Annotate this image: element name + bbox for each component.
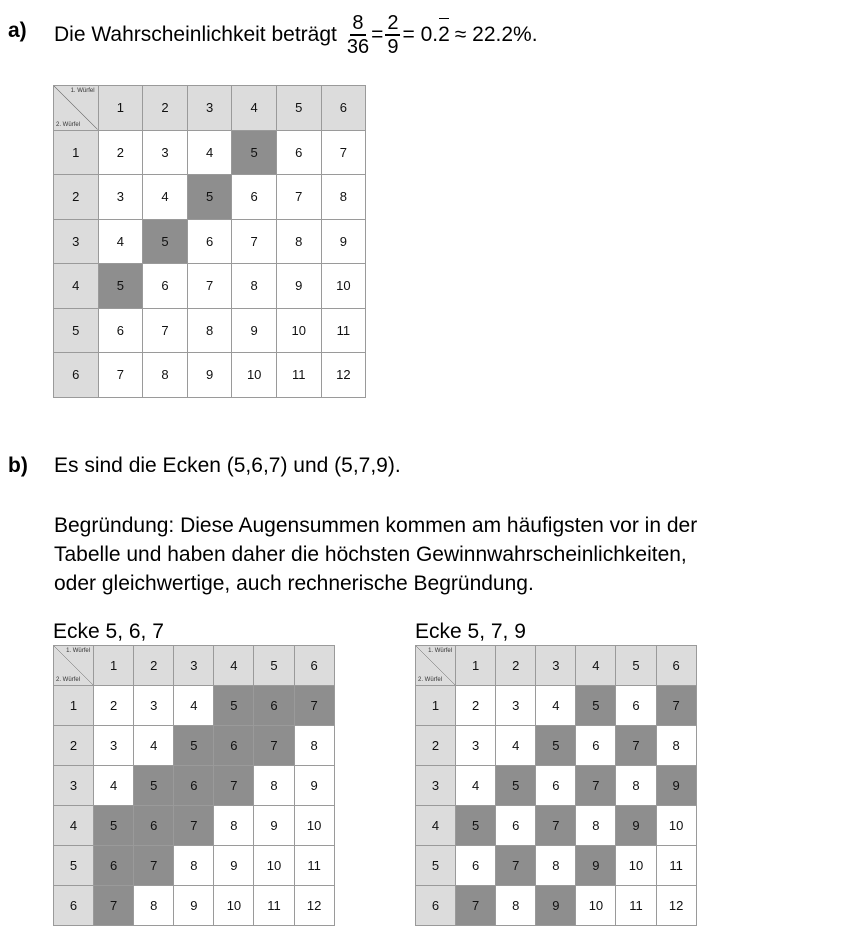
sum-cell: 7 <box>496 846 536 886</box>
sum-cell: 3 <box>94 726 134 766</box>
sum-cell: 5 <box>94 806 134 846</box>
row-header-cell: 2 <box>54 175 99 220</box>
sum-cell: 7 <box>98 353 143 398</box>
sum-cell: 6 <box>456 846 496 886</box>
table-row <box>54 130 366 175</box>
sum-cell: 10 <box>276 308 321 353</box>
sum-cell: 8 <box>496 886 536 926</box>
sum-cell: 8 <box>134 886 174 926</box>
sum-cell: 5 <box>187 175 232 220</box>
sum-cell: 10 <box>576 886 616 926</box>
sum-cell: 6 <box>254 686 294 726</box>
row-header-cell: 6 <box>54 886 94 926</box>
sum-cell: 7 <box>187 264 232 309</box>
sum-cell: 5 <box>214 686 254 726</box>
sum-cell: 7 <box>134 846 174 886</box>
row-header-cell: 4 <box>54 806 94 846</box>
row-header-cell: 4 <box>54 264 99 309</box>
justification-line: oder gleichwertige, auch rechnerische Begründung. <box>54 572 534 595</box>
sum-cell: 3 <box>134 686 174 726</box>
row-header-cell: 1 <box>54 686 94 726</box>
sum-cell: 12 <box>656 886 696 926</box>
sum-cell: 2 <box>98 130 143 175</box>
sum-cell: 5 <box>143 219 188 264</box>
sum-cell: 6 <box>232 175 277 220</box>
column-header-cell: 2 <box>496 646 536 686</box>
sum-cell: 11 <box>294 846 334 886</box>
sum-cell: 6 <box>496 806 536 846</box>
column-header-cell: 1 <box>94 646 134 686</box>
second-die-label: 2. Würfel <box>56 121 81 128</box>
sum-cell: 5 <box>134 766 174 806</box>
table-row <box>54 175 366 220</box>
sum-cell: 12 <box>321 353 366 398</box>
column-header-cell: 2 <box>134 646 174 686</box>
sum-cell: 2 <box>456 686 496 726</box>
sum-cell: 7 <box>143 308 188 353</box>
column-header-cell: 4 <box>232 86 277 131</box>
sum-cell: 6 <box>134 806 174 846</box>
table-header-row <box>54 646 335 686</box>
first-die-label: 1. Würfel <box>428 648 453 654</box>
sum-cell: 3 <box>456 726 496 766</box>
sum-cell: 10 <box>616 846 656 886</box>
sum-cell: 8 <box>656 726 696 766</box>
sum-cell: 7 <box>321 130 366 175</box>
table-row <box>416 806 697 846</box>
table-row <box>416 726 697 766</box>
sum-cell: 12 <box>294 886 334 926</box>
first-die-label: 1. Würfel <box>70 88 95 94</box>
row-header-cell: 3 <box>416 766 456 806</box>
column-header-cell: 6 <box>321 86 366 131</box>
sum-cell: 7 <box>576 766 616 806</box>
sum-cell: 4 <box>94 766 134 806</box>
sum-cell: 3 <box>143 130 188 175</box>
table-row <box>54 219 366 264</box>
table-row <box>54 686 335 726</box>
part-b-answer: Es sind die Ecken (5,6,7) und (5,7,9). <box>54 454 401 477</box>
row-header-cell: 5 <box>416 846 456 886</box>
corner-header-cell <box>54 86 99 131</box>
sum-cell: 8 <box>214 806 254 846</box>
row-header-cell: 6 <box>416 886 456 926</box>
column-header-cell: 4 <box>576 646 616 686</box>
column-header-cell: 4 <box>214 646 254 686</box>
sum-cell: 11 <box>616 886 656 926</box>
row-header-cell: 4 <box>416 806 456 846</box>
sum-cell: 6 <box>98 308 143 353</box>
sum-cell: 6 <box>576 726 616 766</box>
sum-cell: 6 <box>214 726 254 766</box>
column-header-cell: 3 <box>187 86 232 131</box>
table-row <box>54 264 366 309</box>
sum-cell: 4 <box>187 130 232 175</box>
addition-table <box>53 645 335 926</box>
table-row <box>416 766 697 806</box>
sum-cell: 6 <box>187 219 232 264</box>
sum-cell: 9 <box>187 353 232 398</box>
sum-cell: 5 <box>576 686 616 726</box>
table-header-row <box>416 646 697 686</box>
row-header-cell: 3 <box>54 766 94 806</box>
sum-cell: 10 <box>294 806 334 846</box>
sum-cell: 9 <box>254 806 294 846</box>
sum-cell: 8 <box>536 846 576 886</box>
sum-cell: 9 <box>214 846 254 886</box>
sum-cell: 8 <box>187 308 232 353</box>
sum-cell: 7 <box>616 726 656 766</box>
sum-cell: 11 <box>321 308 366 353</box>
row-header-cell: 6 <box>54 353 99 398</box>
sum-cell: 10 <box>214 886 254 926</box>
justification <box>54 511 697 598</box>
approx-percent: ≈ 22.2%. <box>454 23 538 46</box>
part-b-label: b) <box>8 454 28 477</box>
decimal-prefix: = 0. <box>402 23 439 46</box>
table-row <box>416 846 697 886</box>
sum-cell: 8 <box>321 175 366 220</box>
row-header-cell: 5 <box>54 846 94 886</box>
column-header-cell: 2 <box>143 86 188 131</box>
table-b2-title: Ecke 5, 7, 9 <box>415 620 526 643</box>
sum-cell: 10 <box>232 353 277 398</box>
part-a-statement <box>54 5 538 65</box>
sum-cell: 3 <box>98 175 143 220</box>
sum-cell: 4 <box>98 219 143 264</box>
equals-sign: = <box>371 23 384 46</box>
sum-cell: 6 <box>616 686 656 726</box>
repeating-digit: 2 <box>438 21 450 49</box>
column-header-cell: 3 <box>174 646 214 686</box>
justification-line: Begründung: Diese Augensummen kommen am häufigsten vor in der <box>54 514 698 537</box>
second-die-label: 2. Würfel <box>418 677 443 683</box>
sum-cell: 9 <box>276 264 321 309</box>
table-b1-title: Ecke 5, 6, 7 <box>53 620 164 643</box>
sum-cell: 10 <box>656 806 696 846</box>
table-row <box>54 806 335 846</box>
sum-cell: 6 <box>276 130 321 175</box>
sum-cell: 3 <box>496 686 536 726</box>
sum-cell: 5 <box>456 806 496 846</box>
sum-cell: 11 <box>656 846 696 886</box>
sum-cell: 8 <box>276 219 321 264</box>
sum-cell: 5 <box>496 766 536 806</box>
fraction-8-36 <box>347 12 369 58</box>
sum-cell: 6 <box>143 264 188 309</box>
sum-cell: 2 <box>94 686 134 726</box>
sum-cell: 4 <box>174 686 214 726</box>
sum-cell: 8 <box>232 264 277 309</box>
sum-cell: 8 <box>294 726 334 766</box>
sum-cell: 7 <box>254 726 294 766</box>
part-a-label: a) <box>8 19 27 42</box>
column-header-cell: 1 <box>98 86 143 131</box>
sum-cell: 7 <box>214 766 254 806</box>
sum-cell: 7 <box>536 806 576 846</box>
sum-cell: 7 <box>94 886 134 926</box>
table-header-row <box>54 86 366 131</box>
fraction-2-9 <box>385 12 400 58</box>
sum-cell: 4 <box>536 686 576 726</box>
sum-cell: 9 <box>656 766 696 806</box>
justification-line: Tabelle und haben daher die höchsten Gewinnwahrscheinlichkeiten, <box>54 543 687 566</box>
sum-cell: 5 <box>174 726 214 766</box>
addition-table <box>415 645 697 926</box>
row-header-cell: 3 <box>54 219 99 264</box>
sum-cell: 9 <box>321 219 366 264</box>
sum-cell: 5 <box>536 726 576 766</box>
column-header-cell: 5 <box>276 86 321 131</box>
table-row <box>54 308 366 353</box>
sum-cell: 11 <box>276 353 321 398</box>
row-header-cell: 5 <box>54 308 99 353</box>
sum-cell: 9 <box>294 766 334 806</box>
sum-cell: 4 <box>143 175 188 220</box>
addition-table <box>53 85 366 398</box>
sum-cell: 6 <box>94 846 134 886</box>
column-header-cell: 5 <box>254 646 294 686</box>
corner-header-cell <box>416 646 456 686</box>
sum-cell: 8 <box>143 353 188 398</box>
table-row <box>54 353 366 398</box>
sum-cell: 9 <box>174 886 214 926</box>
row-header-cell: 1 <box>54 130 99 175</box>
sum-cell: 8 <box>576 806 616 846</box>
sum-cell: 11 <box>254 886 294 926</box>
sum-cell: 7 <box>656 686 696 726</box>
first-die-label: 1. Würfel <box>66 648 91 654</box>
sum-cell: 5 <box>98 264 143 309</box>
sum-cell: 8 <box>616 766 656 806</box>
table-row <box>54 886 335 926</box>
table-row <box>54 766 335 806</box>
row-header-cell: 2 <box>54 726 94 766</box>
sum-cell: 9 <box>616 806 656 846</box>
sum-cell: 5 <box>232 130 277 175</box>
table-row <box>54 846 335 886</box>
fraction-numerator: 8 <box>352 12 364 34</box>
sum-cell: 4 <box>456 766 496 806</box>
sum-cell: 6 <box>536 766 576 806</box>
sum-cell: 9 <box>576 846 616 886</box>
table-row <box>416 686 697 726</box>
row-header-cell: 1 <box>416 686 456 726</box>
table-row <box>54 726 335 766</box>
sum-cell: 8 <box>174 846 214 886</box>
second-die-label: 2. Würfel <box>56 677 81 683</box>
sum-cell: 4 <box>496 726 536 766</box>
column-header-cell: 6 <box>656 646 696 686</box>
column-header-cell: 5 <box>616 646 656 686</box>
column-header-cell: 6 <box>294 646 334 686</box>
sum-cell: 4 <box>134 726 174 766</box>
fraction-numerator: 2 <box>387 12 399 34</box>
fraction-denominator: 36 <box>346 36 370 58</box>
sum-cell: 9 <box>536 886 576 926</box>
sum-cell: 10 <box>254 846 294 886</box>
sum-cell: 6 <box>174 766 214 806</box>
sum-cell: 9 <box>232 308 277 353</box>
column-header-cell: 3 <box>536 646 576 686</box>
sum-cell: 10 <box>321 264 366 309</box>
corner-header-cell <box>54 646 94 686</box>
row-header-cell: 2 <box>416 726 456 766</box>
sum-cell: 7 <box>276 175 321 220</box>
sum-cell: 7 <box>456 886 496 926</box>
part-a-text: Die Wahrscheinlichkeit beträgt <box>54 23 337 46</box>
fraction-denominator: 9 <box>387 36 399 58</box>
column-header-cell: 1 <box>456 646 496 686</box>
sum-cell: 7 <box>232 219 277 264</box>
sum-cell: 7 <box>174 806 214 846</box>
sum-cell: 8 <box>254 766 294 806</box>
table-row <box>416 886 697 926</box>
sum-cell: 7 <box>294 686 334 726</box>
